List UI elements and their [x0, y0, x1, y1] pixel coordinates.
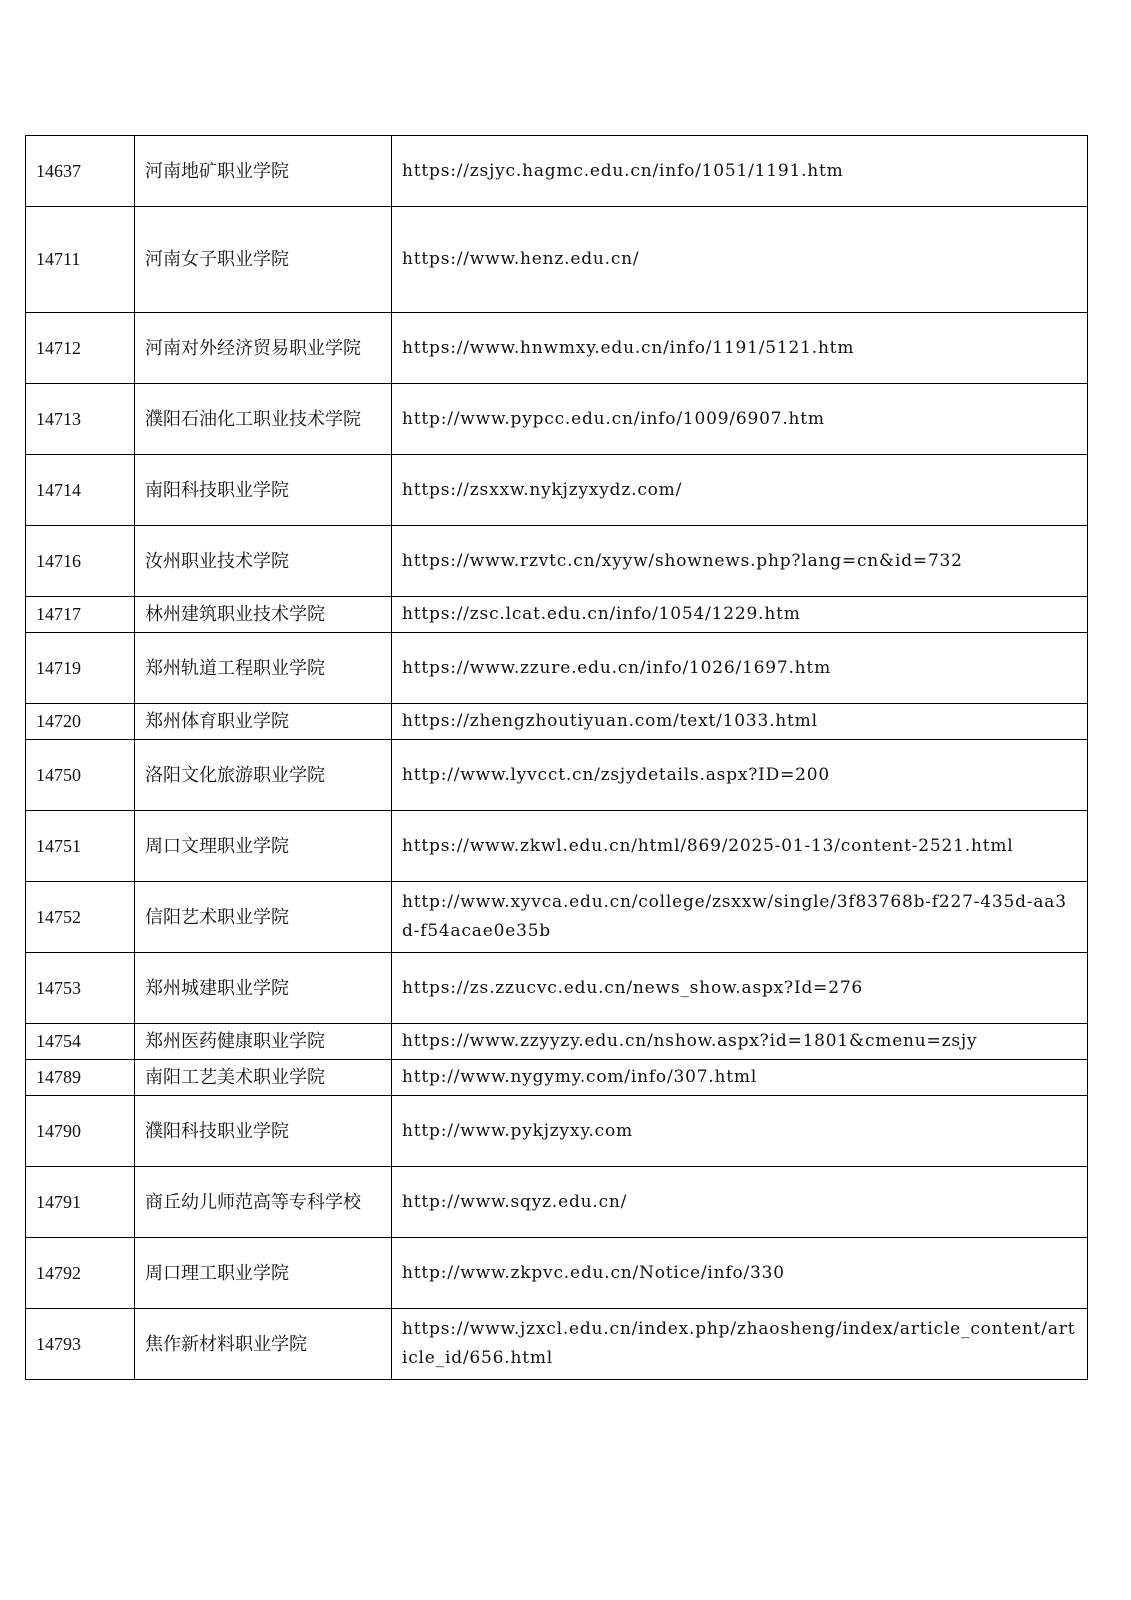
table-row [26, 136, 1088, 207]
table-row [26, 384, 1088, 455]
table-row [26, 526, 1088, 597]
school-code-cell: 14720 [26, 704, 135, 740]
school-code-cell: 14791 [26, 1167, 135, 1238]
table-row [26, 313, 1088, 384]
school-code-cell: 14717 [26, 597, 135, 633]
school-code-cell: 14712 [26, 313, 135, 384]
school-name-cell: 郑州城建职业学院 [135, 953, 392, 1024]
school-name-cell: 焦作新材料职业学院 [135, 1309, 392, 1380]
school-code-cell: 14753 [26, 953, 135, 1024]
school-url-cell: https://zsxxw.nykjzyxydz.com/ [392, 455, 1088, 526]
table-row [26, 597, 1088, 633]
school-url-cell: http://www.xyvca.edu.cn/college/zsxxw/single/3f83768b-f227-435d-aa3d-f54acae0e35b [392, 882, 1088, 953]
school-name-cell: 商丘幼儿师范高等专科学校 [135, 1167, 392, 1238]
school-code-cell: 14750 [26, 740, 135, 811]
school-code-cell: 14716 [26, 526, 135, 597]
table-row [26, 455, 1088, 526]
table-row [26, 633, 1088, 704]
school-url-cell: https://zsjyc.hagmc.edu.cn/info/1051/1191.htm [392, 136, 1088, 207]
table-row [26, 1096, 1088, 1167]
school-url-cell: https://www.hnwmxy.edu.cn/info/1191/5121.htm [392, 313, 1088, 384]
table-row [26, 1167, 1088, 1238]
school-code-cell: 14793 [26, 1309, 135, 1380]
school-name-cell: 河南对外经济贸易职业学院 [135, 313, 392, 384]
table-row [26, 882, 1088, 953]
school-url-cell: http://www.sqyz.edu.cn/ [392, 1167, 1088, 1238]
school-url-cell: http://www.zkpvc.edu.cn/Notice/info/330 [392, 1238, 1088, 1309]
school-name-cell: 濮阳科技职业学院 [135, 1096, 392, 1167]
table-row [26, 1238, 1088, 1309]
school-url-cell: https://www.jzxcl.edu.cn/index.php/zhaosheng/index/article_content/article_id/656.html [392, 1309, 1088, 1380]
table-row [26, 1024, 1088, 1060]
school-url-cell: http://www.nygymy.com/info/307.html [392, 1060, 1088, 1096]
table-row [26, 704, 1088, 740]
school-url-cell: http://www.pykjzyxy.com [392, 1096, 1088, 1167]
school-url-cell: https://www.henz.edu.cn/ [392, 207, 1088, 313]
school-url-cell: https://zs.zzucvc.edu.cn/news_show.aspx?Id=276 [392, 953, 1088, 1024]
school-url-table [25, 135, 1088, 1380]
school-code-cell: 14637 [26, 136, 135, 207]
table-row [26, 207, 1088, 313]
school-name-cell: 郑州轨道工程职业学院 [135, 633, 392, 704]
school-url-cell: https://zsc.lcat.edu.cn/info/1054/1229.htm [392, 597, 1088, 633]
school-code-cell: 14714 [26, 455, 135, 526]
school-code-cell: 14713 [26, 384, 135, 455]
school-name-cell: 信阳艺术职业学院 [135, 882, 392, 953]
school-name-cell: 林州建筑职业技术学院 [135, 597, 392, 633]
school-name-cell: 南阳工艺美术职业学院 [135, 1060, 392, 1096]
school-name-cell: 河南地矿职业学院 [135, 136, 392, 207]
school-name-cell: 汝州职业技术学院 [135, 526, 392, 597]
table-row [26, 1309, 1088, 1380]
school-code-cell: 14790 [26, 1096, 135, 1167]
table-row [26, 1060, 1088, 1096]
school-name-cell: 周口文理职业学院 [135, 811, 392, 882]
table-row [26, 953, 1088, 1024]
school-name-cell: 南阳科技职业学院 [135, 455, 392, 526]
school-url-cell: https://www.zzyyzy.edu.cn/nshow.aspx?id=1801&cmenu=zsjy [392, 1024, 1088, 1060]
table-row [26, 740, 1088, 811]
school-code-cell: 14751 [26, 811, 135, 882]
school-url-cell: http://www.lyvcct.cn/zsjydetails.aspx?ID=200 [392, 740, 1088, 811]
school-name-cell: 周口理工职业学院 [135, 1238, 392, 1309]
school-code-cell: 14792 [26, 1238, 135, 1309]
school-url-cell: https://www.rzvtc.cn/xyyw/shownews.php?lang=cn&id=732 [392, 526, 1088, 597]
school-name-cell: 河南女子职业学院 [135, 207, 392, 313]
school-name-cell: 郑州医药健康职业学院 [135, 1024, 392, 1060]
school-code-cell: 14711 [26, 207, 135, 313]
school-name-cell: 濮阳石油化工职业技术学院 [135, 384, 392, 455]
school-url-cell: http://www.pypcc.edu.cn/info/1009/6907.htm [392, 384, 1088, 455]
school-code-cell: 14719 [26, 633, 135, 704]
table-row [26, 811, 1088, 882]
school-url-cell: https://www.zkwl.edu.cn/html/869/2025-01-13/content-2521.html [392, 811, 1088, 882]
school-code-cell: 14752 [26, 882, 135, 953]
school-url-cell: https://zhengzhoutiyuan.com/text/1033.html [392, 704, 1088, 740]
school-name-cell: 洛阳文化旅游职业学院 [135, 740, 392, 811]
school-name-cell: 郑州体育职业学院 [135, 704, 392, 740]
school-code-cell: 14789 [26, 1060, 135, 1096]
school-url-cell: https://www.zzure.edu.cn/info/1026/1697.htm [392, 633, 1088, 704]
school-code-cell: 14754 [26, 1024, 135, 1060]
